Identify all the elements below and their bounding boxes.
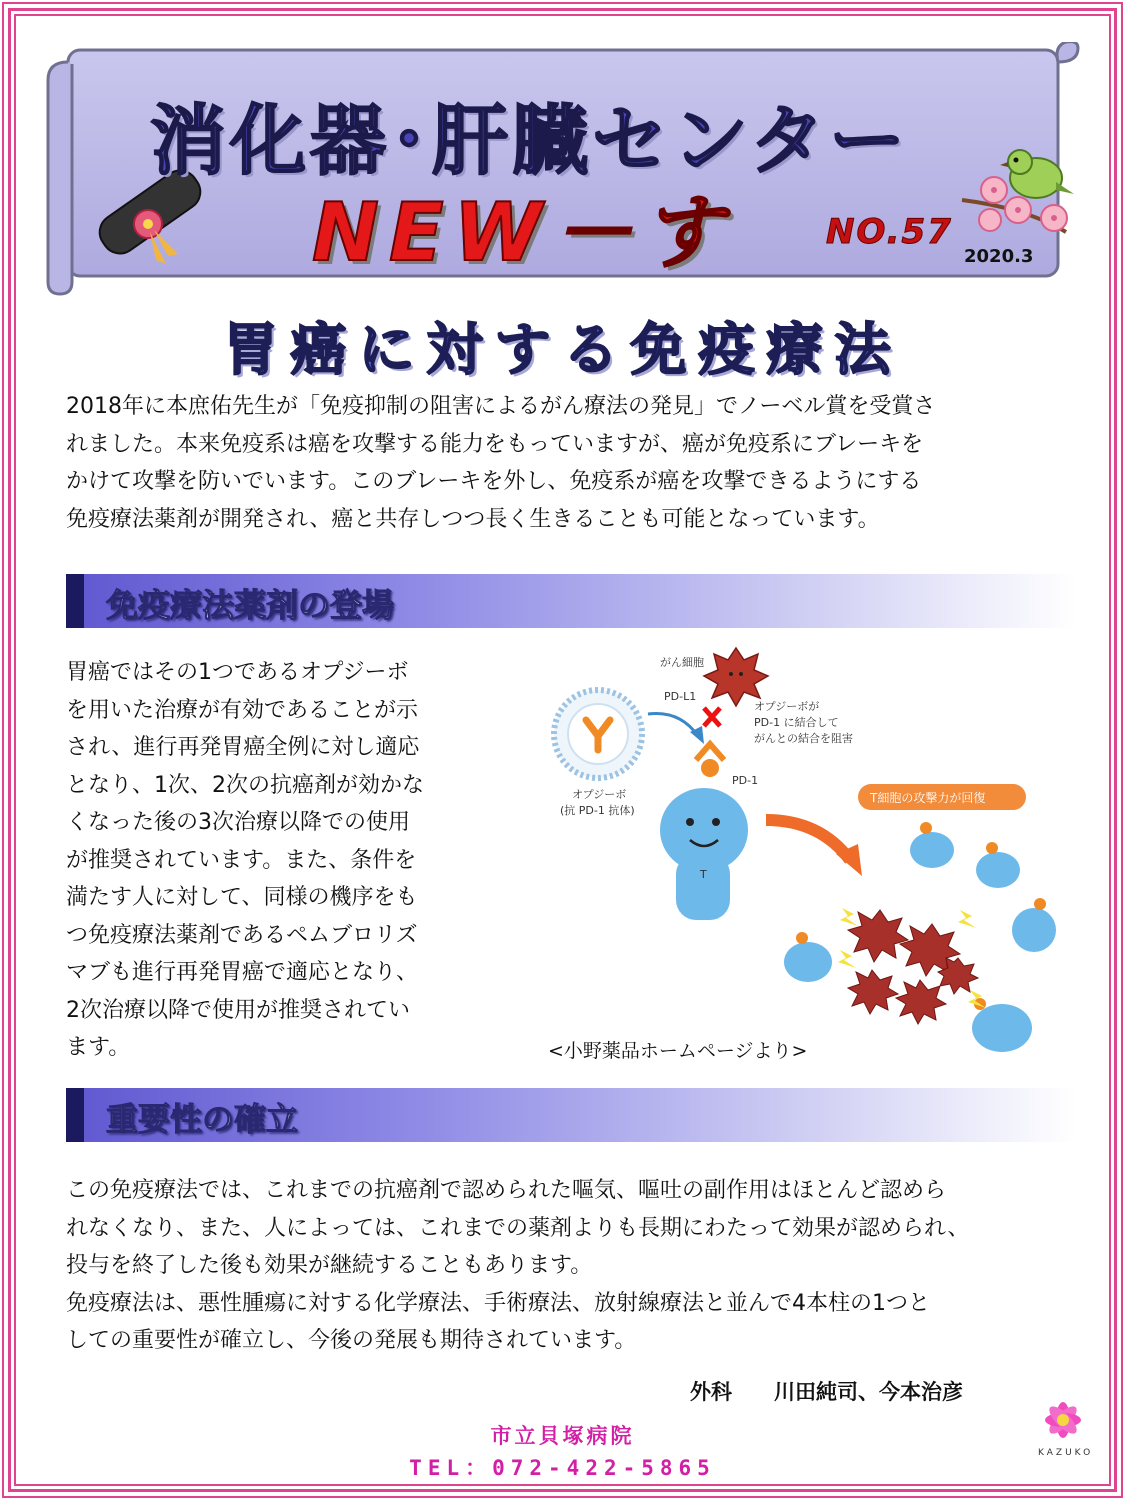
section-heading-drug-introduction: [66, 574, 1076, 628]
recovery-label: T細胞の攻撃力が回復: [870, 791, 986, 805]
article-title: 胃癌に対する免疫療法: [222, 318, 903, 383]
opdivo-antibody-label: (抗 PD-1 抗体): [560, 804, 635, 817]
immunotherapy-diagram: [540, 640, 1080, 1070]
section-heading-text: 免疫療法薬剤の登場: [106, 586, 395, 624]
t-cell-icon: [660, 744, 748, 920]
t-cell-letter: T: [700, 868, 707, 881]
issue-number: NO.57: [826, 212, 953, 252]
pd1-label: PD-1: [732, 774, 759, 787]
opdivo-label: オプジーボ: [572, 788, 627, 801]
block-cross-icon: [704, 708, 720, 726]
issue-date: 2020.3: [964, 246, 1034, 267]
banner-title: 消化器･肝臓センター: [150, 96, 909, 185]
antibody-icon: [554, 690, 642, 778]
cancer-cell-label: がん細胞: [660, 656, 704, 669]
hospital-phone: TEL：072-422-5865: [409, 1456, 716, 1480]
section2-paragraph: この免疫療法では、これまでの抗癌剤で認められた嘔気、嘔吐の副作用はほとんど認めら れなくなり、また、人によっては、これまでの薬剤よりも長期にわたって効果が認められ、 投与を終了した後も効果が継続することもあります。 免疫療法は、悪性腫瘍に対する化学療法、手術療法、放射線療法と並んで4本柱の1つと しての重要性が確立し、今後の発展も期待されています。: [66, 1178, 970, 1353]
section-bar: [66, 1088, 84, 1142]
opdivo-note-line2: PD-1 に結合して: [754, 716, 839, 729]
diagram-source-caption: <小野薬品ホームページより>: [548, 1040, 808, 1062]
cancer-cluster-icon: [848, 910, 978, 1024]
opdivo-note-line1: オプジーボが: [754, 700, 820, 713]
hospital-name: 市立貝塚病院: [490, 1424, 635, 1448]
section-bar: [66, 574, 84, 628]
pdl1-label: PD-L1: [664, 690, 697, 703]
cancer-cell-icon: [704, 648, 768, 706]
section-heading-importance: [66, 1088, 1076, 1142]
opdivo-note-line3: がんとの結合を阻害: [754, 732, 853, 745]
author-line: 外科 川田純司、今本治彦: [690, 1380, 963, 1404]
signature-text: KAZUKO: [1038, 1448, 1094, 1458]
section1-paragraph: 胃癌ではその1つであるオプジーボ を用いた治療が有効であることが示 され、進行再発胃癌全例に対し適応 となり、1次、2次の抗癌剤が効かな くなった後の3次治療以降での使用 が推奨されています。また、条件を 満たす人に対して、同様の機序をも つ免疫療法薬剤であるペムブロリズ マブも進行再発胃癌で適応となり、 2次治療以降で使用が推奨されてい ます。: [66, 660, 424, 1060]
intro-paragraph: 2018年に本庶佑先生が「免疫抑制の阻害によるがん療法の発見」でノーベル賞を受賞さ れました。本来免疫系は癌を攻撃する能力をもっていますが、癌が免疫系にブレーキを かけて攻撃を防いでいます。このブレーキを外し、免疫系が癌を攻撃できるようにする 免疫療法薬剤が開発され、癌と共存しつつ長く生きることも可能となっています。: [66, 394, 936, 532]
section-heading-text: 重要性の確立: [106, 1100, 299, 1138]
header-banner: [46, 42, 1080, 296]
newsletter-name: NEW－す: [312, 186, 732, 279]
